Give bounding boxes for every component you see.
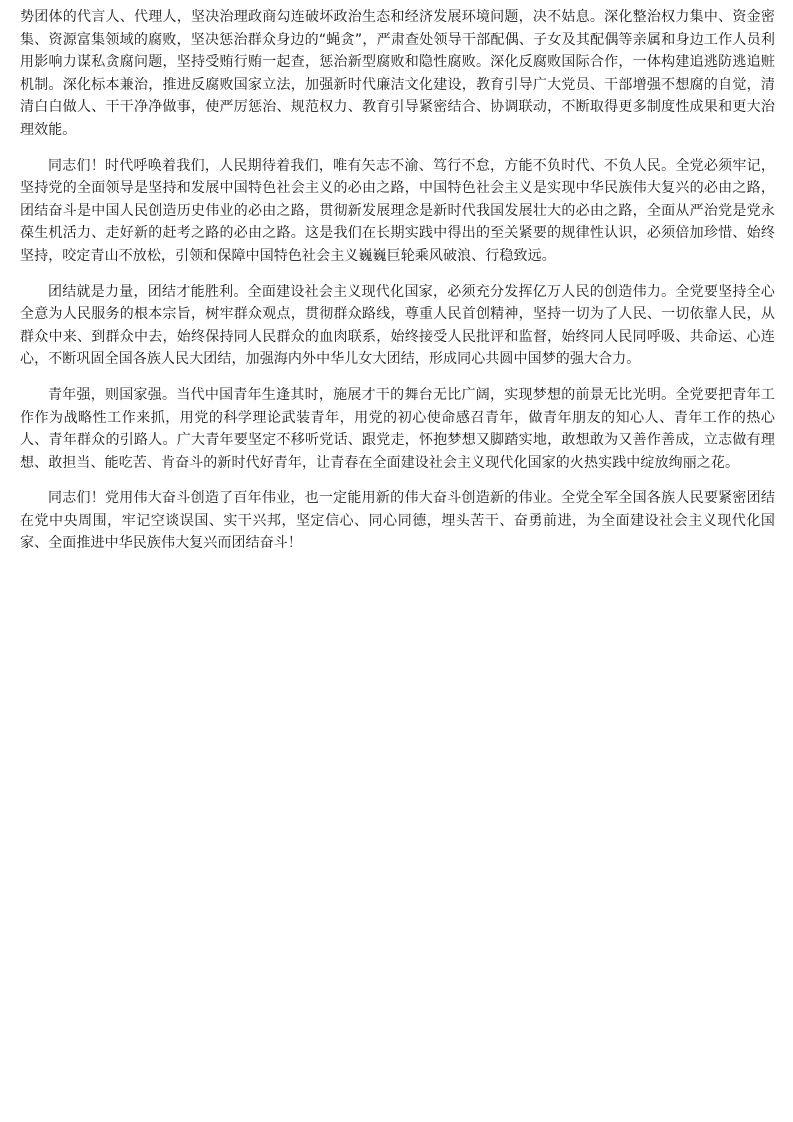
paragraph-4: 青年强，则国家强。当代中国青年生逢其时，施展才干的舞台无比广阔，实现梦想的前景无比光明。全党要把青年工作作为战略性工作来抓，用党的科学理论武装青年，用党的初心使命感召青年，做青年朋友的知心人、青年工作的热心人、青年群众的引路人。广大青年要坚定不移听党话、跟党走，怀抱梦想又脚踏实地，敢想敢为又善作善成，立志做有理想、敢担当、能吃苦、肯奋斗的新时代好青年，让青春在全面建设社会主义现代化国家的火热实践中绽放绚丽之花。 [20, 386, 775, 471]
paragraph-1: 势团体的代言人、代理人，坚决治理政商勾连破坏政治生态和经济发展环境问题，决不姑息。深化整治权力集中、资金密集、资源富集领域的腐败，坚决惩治群众身边的“蝇贪”，严肃查处领导干部配偶、子女及其配偶等亲属和身边工作人员利用影响力谋私贪腐问题，坚持受贿行贿一起查，惩治新型腐败和隐性腐败。深化反腐败国际合作，一体构建追逃防逃追赃机制。深化标本兼治，推进反腐败国家立法，加强新时代廉洁文化建设，教育引导广大党员、干部增强不想腐的自觉，清清白白做人、干干净净做事，使严厉惩治、规范权力、教育引导紧密结合、协调联动，不断取得更多制度性成果和更大治理效能。 [20, 9, 775, 138]
document-page [20, 6, 775, 568]
paragraph-3: 团结就是力量，团结才能胜利。全面建设社会主义现代化国家，必须充分发挥亿万人民的创造伟力。全党要坚持全心全意为人民服务的根本宗旨，树牢群众观点，贯彻群众路线，尊重人民首创精神，坚持一切为了人民、一切依靠人民，从群众中来、到群众中去，始终保持同人民群众的血肉联系，始终接受人民批评和监督，始终同人民同呼吸、共命运、心连心，不断巩固全国各族人民大团结，加强海内外中华儿女大团结，形成同心共圆中国梦的强大合力。 [20, 283, 775, 368]
paragraph-2: 同志们！时代呼唤着我们，人民期待着我们，唯有矢志不渝、笃行不怠，方能不负时代、不负人民。全党必须牢记，坚持党的全面领导是坚持和发展中国特色社会主义的必由之路，中国特色社会主义是实现中华民族伟大复兴的必由之路，团结奋斗是中国人民创造历史伟业的必由之路，贯彻新发展理念是新时代我国发展壮大的必由之路，全面从严治党是党永葆生机活力、走好新的赶考之路的必由之路。这是我们在长期实践中得出的至关紧要的规律性认识，必须倍加珍惜、始终坚持，咬定青山不放松，引领和保障中国特色社会主义巍巍巨轮乘风破浪、行稳致远。 [20, 157, 775, 264]
paragraph-5: 同志们！党用伟大奋斗创造了百年伟业，也一定能用新的伟大奋斗创造新的伟业。全党全军全国各族人民要紧密团结在党中央周围，牢记空谈误国、实干兴邦，坚定信心、同心同德，埋头苦干、奋勇前进，为全面建设社会主义现代化国家、全面推进中华民族伟大复兴而团结奋斗！ [20, 490, 775, 552]
